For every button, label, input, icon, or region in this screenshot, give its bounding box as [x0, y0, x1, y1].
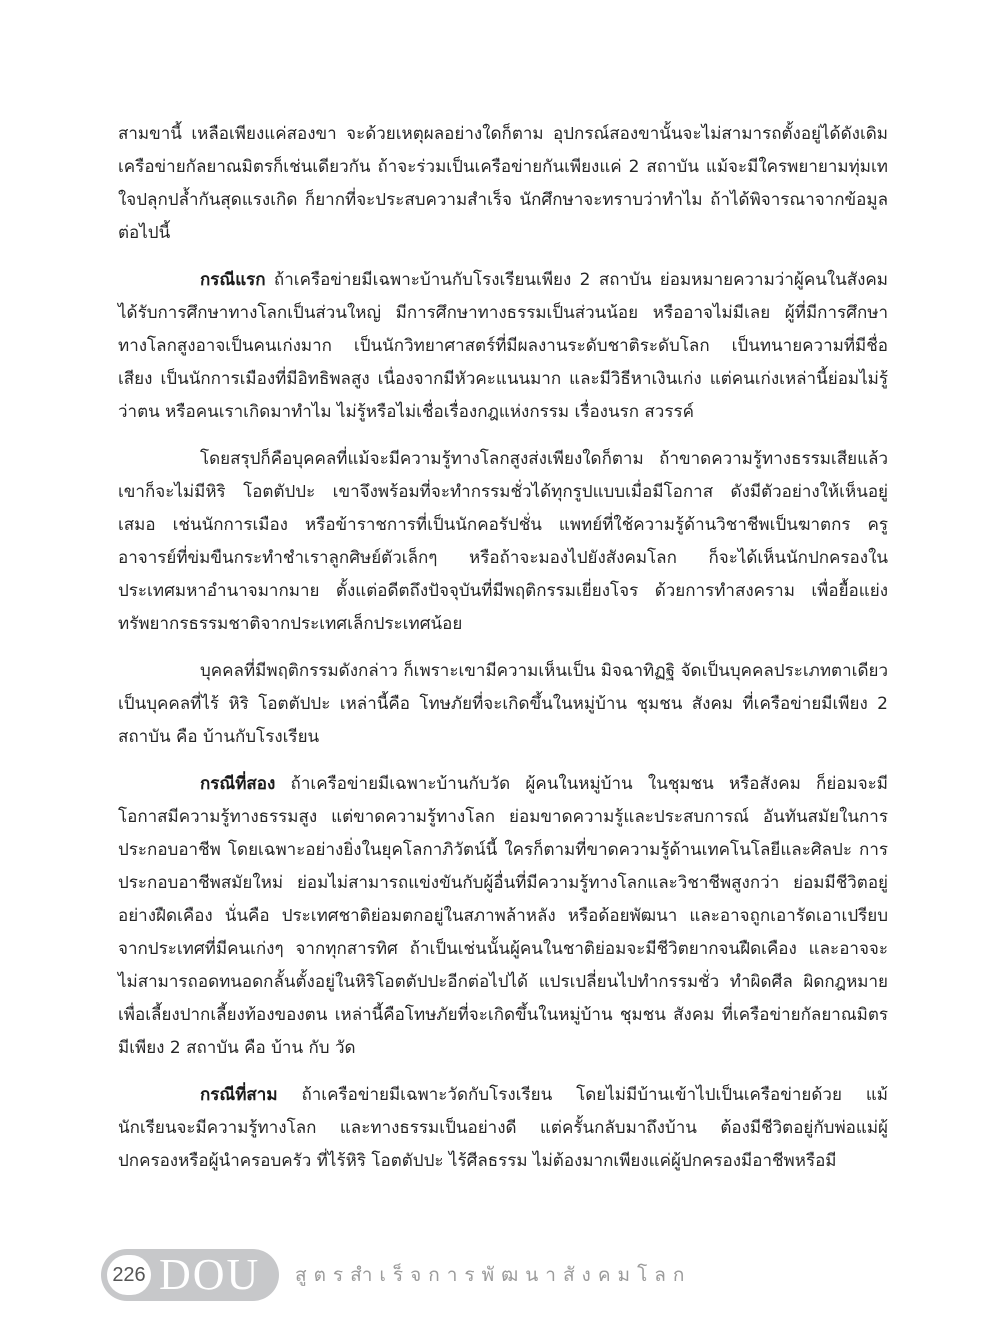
- paragraph-wrong-view: บุคคลที่มีพฤติกรรมดังกล่าว ก็เพราะเขามีความเห็นเป็น มิจฉาทิฏฐิ จัดเป็นบุคคลประเภทตาเดียว เป็นบุคคลที่ไร้ หิริ โอตตัปปะ เหล่านี้คือ โทษภัยที่จะเกิดขึ้นในหมู่บ้าน ชุมชน สังคม ที่เครือข่ายมีเพียง 2 สถาบัน คือ บ้านกับโรงเรียน: [118, 661, 888, 747]
- case-one-text: ถ้าเครือข่ายมีเฉพาะบ้านกับโรงเรียนเพียง 2 สถาบัน ย่อมหมายความว่าผู้คนในสังคมได้รับการศึกษาทางโลกเป็นส่วนใหญ่ มีการศึกษาทางธรรมเป็นส่วนน้อย หรืออาจไม่มีเลย ผู้ที่มีการศึกษาทางโลกสูงอาจเป็นคนเก่งมาก เป็นนักวิทยาศาสตร์ที่มีผลงานระดับชาติระดับโลก เป็นทนายความที่มีชื่อเสียง เป็นนักการเมืองที่มีอิทธิพลสูง เนื่องจากมีหัวคะแนนมาก และมีวิธีหาเงินเก่ง แต่คนเก่งเหล่านี้ย่อมไม่รู้ว่าตน หรือคนเราเกิดมาทำไม ไม่รู้หรือไม่เชื่อเรื่องกฎแห่งกรรม เรื่องนรก สวรรค์: [118, 270, 888, 422]
- paragraph-case-one: [118, 264, 888, 429]
- book-title: สูตรสำเร็จการพัฒนาสังคมโลก: [295, 1264, 692, 1286]
- case-two-heading: กรณีที่สอง: [200, 774, 276, 794]
- page-number: 226: [107, 1255, 151, 1295]
- paragraph-summary: โดยสรุปก็คือบุคคลที่แม้จะมีความรู้ทางโลกสูงส่งเพียงใดก็ตาม ถ้าขาดความรู้ทางธรรมเสียแล้ว เขาก็จะไม่มีหิริ โอตตัปปะ เขาจึงพร้อมที่จะทำกรรมชั่วได้ทุกรูปแบบเมื่อมีโอกาส ดังมีตัวอย่างให้เห็นอยู่เสมอ เช่นนักการเมือง หรือข้าราชการที่เป็นนักคอรัปชั่น แพทย์ที่ใช้ความรู้ด้านวิชาชีพเป็นฆาตกร ครูอาจารย์ที่ข่มขืนกระทำชำเราลูกศิษย์ตัวเล็กๆ หรือถ้าจะมองไปยังสังคมโลก ก็จะได้เห็นนักปกครองในประเทศมหาอำนาจมากมาย ตั้งแต่อดีตถึงปัจจุบันที่มีพฤติกรรมเยี่ยงโจร ด้วยการทำสงคราม เพื่อยื้อแย่งทรัพยากรธรรมชาติจากประเทศเล็กประเทศน้อย: [118, 449, 888, 634]
- case-one-heading: กรณีแรก: [200, 270, 266, 290]
- footer-badge: [101, 1249, 279, 1301]
- page-footer: [101, 1249, 691, 1301]
- case-two-text: ถ้าเครือข่ายมีเฉพาะบ้านกับวัด ผู้คนในหมู่บ้าน ในชุมชน หรือสังคม ก็ย่อมจะมีโอกาสมีความรู้ทางธรรมสูง แต่ขาดความรู้ทางโลก ย่อมขาดความรู้และประสบการณ์ อันทันสมัยในการประกอบอาชีพ โดยเฉพาะอย่างยิ่งในยุคโลกาภิวัตน์นี้ ใครก็ตามที่ขาดความรู้ด้านเทคโนโลยีและศิลปะ การประกอบอาชีพสมัยใหม่ ย่อมไม่สามารถแข่งขันกับผู้อื่นที่มีความรู้ทางโลกและวิชาชีพสูงกว่า ย่อมมีชีวิตอยู่อย่างฝืดเคือง นั่นคือ ประเทศชาติย่อมตกอยู่ในสภาพล้าหลัง หรือด้อยพัฒนา และอาจถูกเอารัดเอาเปรียบจากประเทศที่มีคนเก่งๆ จากทุกสารทิศ ถ้าเป็นเช่นนั้นผู้คนในชาติย่อมจะมีชีวิตยากจนฝืดเคือง และอาจจะไม่สามารถอดทนอดกลั้นตั้งอยู่ในหิริโอตตัปปะอีกต่อไปได้ แปรเปลี่ยนไปทำกรรมชั่ว ทำผิดศีล ผิดกฎหมาย เพื่อเลี้ยงปากเลี้ยงท้องของตน เหล่านี้คือโทษภัยที่จะเกิดขึ้นในหมู่บ้าน ชุมชน สังคม ที่เครือข่ายกัลยาณมิตรมีเพียง 2 สถาบัน คือ บ้าน กับ วัด: [118, 774, 888, 1058]
- page-body: [118, 118, 888, 1192]
- paragraph-case-two: [118, 768, 888, 1065]
- paragraph-intro: สามขานี้ เหลือเพียงแค่สองขา จะด้วยเหตุผลอย่างใดก็ตาม อุปกรณ์สองขานั้นจะไม่สามารถตั้งอยู่ได้ดังเดิม เครือข่ายกัลยาณมิตรก็เช่นเดียวกัน ถ้าจะร่วมเป็นเครือข่ายกันเพียงแค่ 2 สถาบัน แม้จะมีใครพยายามทุ่มเทใจปลุกปล้ำกันสุดแรงเกิด ก็ยากที่จะประสบความสำเร็จ นักศึกษาจะทราบว่าทำไม ถ้าได้พิจารณาจากข้อมูลต่อไปนี้: [118, 124, 888, 243]
- case-three-heading: กรณีที่สาม: [200, 1085, 278, 1105]
- paragraph-case-three: [118, 1079, 888, 1178]
- brand-logo: DOU: [159, 1250, 261, 1299]
- case-three-text: ถ้าเครือข่ายมีเฉพาะวัดกับโรงเรียน โดยไม่มีบ้านเข้าไปเป็นเครือข่ายด้วย แม้นักเรียนจะมีความรู้ทางโลก และทางธรรมเป็นอย่างดี แต่ครั้นกลับมาถึงบ้าน ต้องมีชีวิตอยู่กับพ่อแม่ผู้ปกครองหรือผู้นำครอบครัว ที่ไร้หิริ โอตตัปปะ ไร้ศีลธรรม ไม่ต้องมากเพียงแค่ผู้ปกครองมีอาชีพหรือมี: [118, 1085, 888, 1171]
